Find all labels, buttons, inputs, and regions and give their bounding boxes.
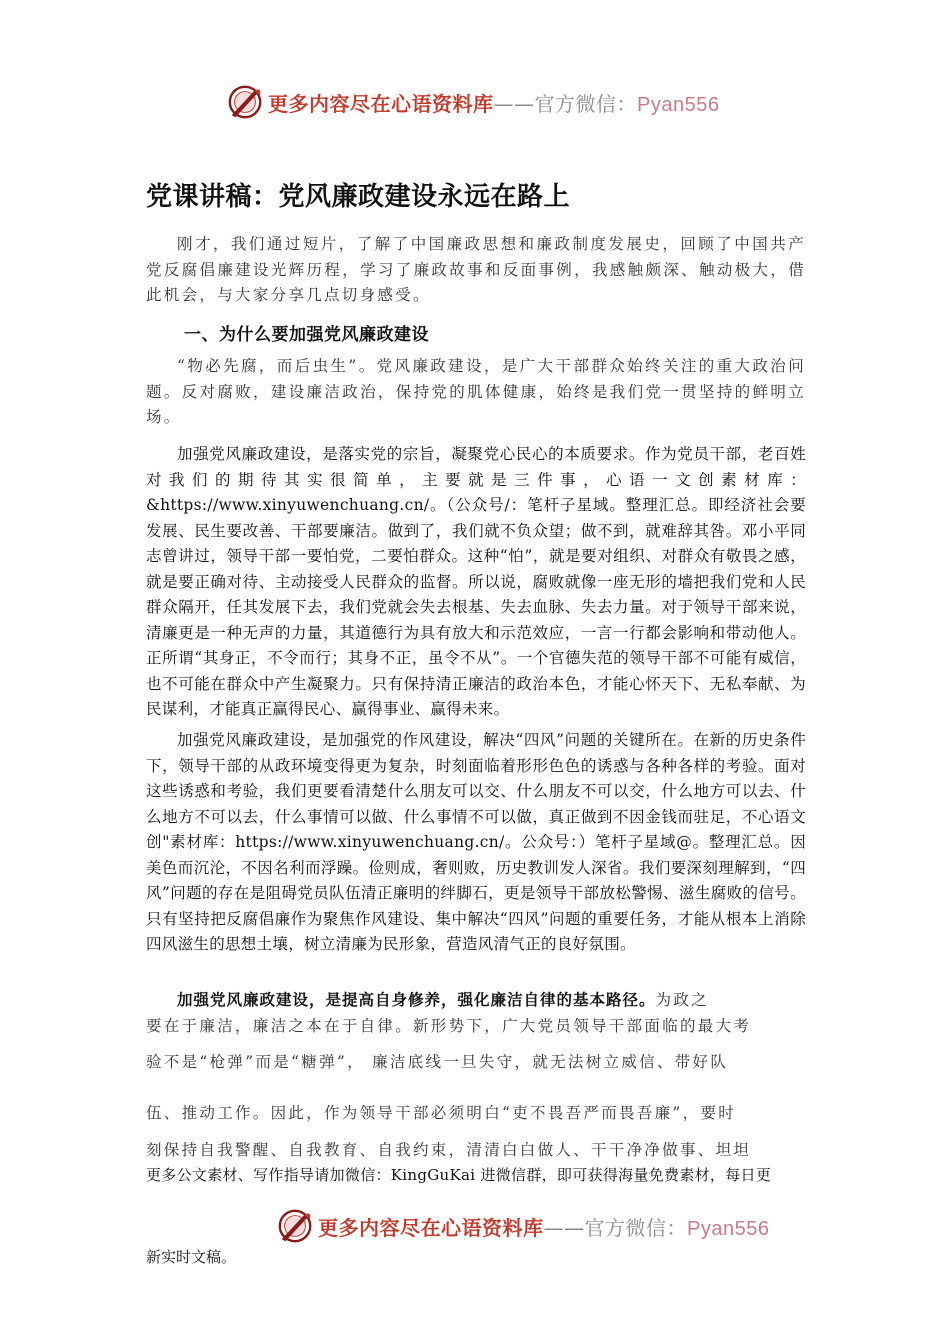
paragraph-4-line1-rest: 为政之 — [655, 991, 709, 1009]
paragraph-2: 加强党风廉政建设，是落实党的宗旨，凝聚党心民心的本质要求。作为党员干部，老百姓对我们的期待其实很简单，主要就是三件事，心语一文创素材库：&https://www.xinyuwenchuang.cn/。（公众号/：笔杆子星域。整理汇总。即经济社会要发展、民生要改善、干部要廉洁。做到了，我们就不负众望；做不到，就难辞其咎。邓小平同志曾讲过，领导干部一要怕党，二要怕群众。这种“怕”，就是要对组织、对群众有敬畏之感，就是要正确对待、主动接受人民群众的监督。所以说，腐败就像一座无形的墙把我们党和人民群众隔开，任其发展下去，我们党就会失去根基、失去血脉、失去力量。对于领导干部来说，清廉更是一种无声的力量，其道德行为具有放大和示范效应，一言一行都会影响和带动他人。正所谓“其身正，不令而行；其身不正，虽令不从”。一个官德失范的领导干部不可能有威信，也不可能在群众中产生凝聚力。只有保持清正廉洁的政治本色，才能心怀天下、无私奉献、为民谋利，才能真正赢得民心、赢得事业、赢得未来。 — [146, 445, 806, 718]
banner-wechat-label: 官方微信： — [534, 91, 637, 116]
paragraph-4-lead: 加强党风廉政建设，是提高自身修养，强化廉洁自律的基本路径。 — [177, 990, 656, 1009]
top-banner — [0, 78, 950, 128]
promo-note: 更多公文素材、写作指导请加微信：KingGuKai 进微信群，即可获得海量免费素材，每日更 — [146, 1166, 772, 1184]
paragraph-4-line: 验不是“枪弹”而是“糖弹”， 廉洁底线一旦失守，就无法树立威信、带好队 — [146, 1053, 729, 1071]
section-heading: 一、为什么要加强党风廉政建设 — [184, 325, 429, 345]
paragraph-4-line: 刻保持自我警醒、自我教育、自我约束，清清白白做人、干干净净做事、坦坦 — [146, 1141, 752, 1159]
quill-seal-icon — [226, 83, 264, 121]
banner-wechat-id: Pyan556 — [637, 93, 720, 116]
banner-dash: —— — [493, 91, 535, 116]
document-title: 党课讲稿：党风廉政建设永远在路上 — [146, 182, 571, 212]
paragraph-4-line: 要在于廉洁，廉洁之本在于自律。新形势下，广大党员领导干部面临的最大考 — [146, 1017, 752, 1035]
intro-paragraph: 刚才，我们通过短片，了解了中国廉政思想和廉政制度发展史，回顾了中国共产党反腐倡廉建设光辉历程，学习了廉政故事和反面事例，我感触颇深、触动极大，借此机会，与大家分享几点切身感受。 — [146, 235, 806, 304]
banner-dash: —— — [543, 1215, 585, 1240]
banner-wechat-id: Pyan556 — [687, 1217, 770, 1240]
promo-note-tail: 新实时文稿。 — [146, 1248, 237, 1266]
paragraph-4-line: 伍、推动工作。因此，作为领导干部必须明白“吏不畏吾严而畏吾廉”，要时 — [146, 1104, 737, 1122]
banner-main: 更多内容尽在心语资料库 — [268, 91, 494, 116]
bottom-banner — [0, 1202, 950, 1252]
banner-text — [268, 88, 719, 117]
paragraph-3: 加强党风廉政建设，是加强党的作风建设，解决“四风”问题的关键所在。在新的历史条件下，领导干部的从政环境变得更为复杂，时刻面临着形形色色的诱惑与各种各样的考验。面对这些诱惑和考验，我们更要看清楚什么朋友可以交、什么朋友不可以交，什么地方可以去、什么地方不可以去，什么事情可以做、什么事情不可以做，真正做到不因金钱而驻足，不心语文创"素材库：https://www.xinyuwenchuang.cn/。公众号：）笔杆子星域@。整理汇总。因美色而沉沦，不因名利而浮躁。俭则成，奢则败，历史教训发人深省。我们要深刻理解到，“四风”问题的存在是阻碍党员队伍清正廉明的绊脚石，更是领导干部放松警惕、滋生腐败的信号。只有坚持把反腐倡廉作为聚焦作风建设、集中解决“四风”问题的重要任务，才能从根本上消除四风滋生的思想土壤，树立清廉为民形象，营造风清气正的良好氛围。 — [146, 731, 806, 953]
banner-text — [318, 1212, 769, 1241]
quill-seal-icon — [276, 1207, 314, 1245]
paragraph-1: “物必先腐，而后虫生”。党风廉政建设，是广大干部群众始终关注的重大政治问题。反对腐败，建设廉洁政治，保持党的肌体健康，始终是我们党一贯坚持的鲜明立场。 — [146, 357, 806, 426]
banner-wechat-label: 官方微信： — [584, 1215, 687, 1240]
paragraph-4 — [146, 988, 806, 1168]
paragraph-4-line — [146, 988, 806, 1010]
banner-main: 更多内容尽在心语资料库 — [318, 1215, 544, 1240]
